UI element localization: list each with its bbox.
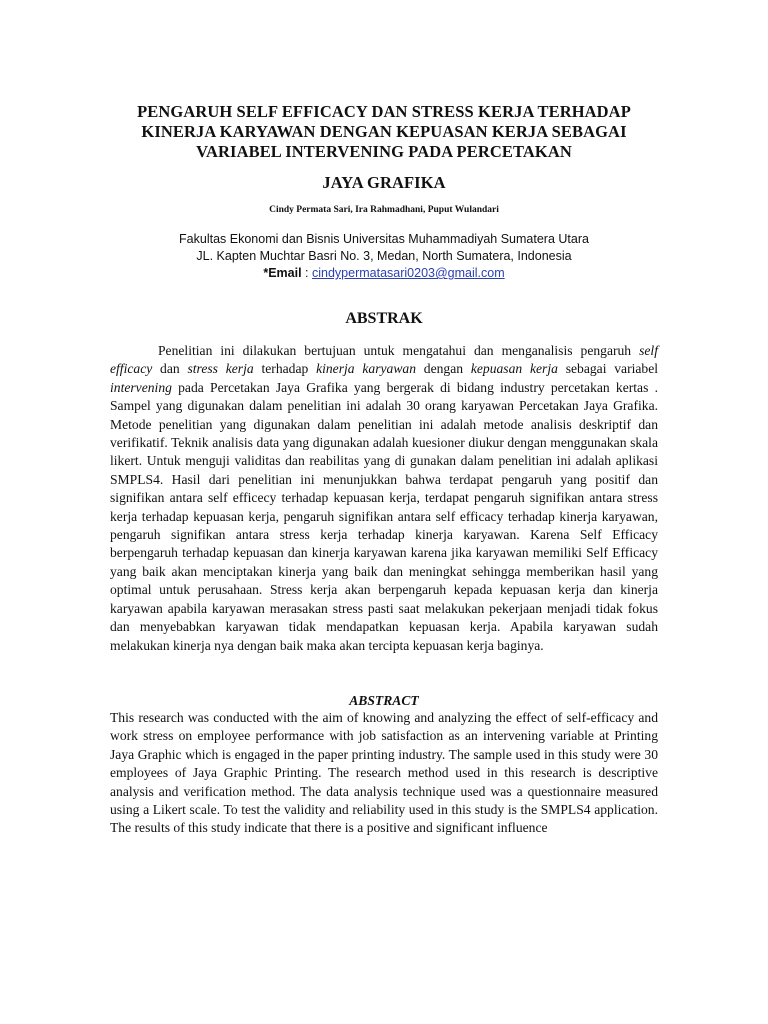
abstrak-text-a: Penelitian ini dilakukan bertujuan untuk mengatahui dan menganalisis pengaruh	[158, 343, 640, 358]
paper-title	[110, 102, 658, 193]
abstrak-term-stress-kerja: stress kerja	[187, 361, 254, 377]
abstract-paragraph: This research was conducted with the aim of knowing and analyzing the effect of self-efficacy and work stress on employee performance with job satisfaction as an intervening variable at Printing Jaya Graphic which is engaged in the paper printing industry. The sample used in this study were 30 employees of Jaya Graphic Printing. The research method used in this research is descriptive analysis and verification method. The data analysis technique used was a questionnaire measured using a Likert scale. To test the validity and reliability used in this study is the SMPLS4 application. The results of this study indicate that there is a positive and significant influence	[110, 709, 658, 836]
abstrak-text-d: dengan	[416, 361, 471, 377]
authors: Cindy Permata Sari, Ira Rahmadhani, Puput Wulandari	[269, 205, 499, 215]
abstrak-text-f: pada Percetakan Jaya Grafika yang bergerak di bidang industry percetakan kertas . Sampel yang digunakan dalam penelitian ini adalah 30 orang karyawan Percetakan Jaya Grafika. Metode penelitian yang digunakan dalam penelitian ini adalah metode analisis deskriptif dan verifikatif. Teknik analisis data yang digunakan adalah kuesioner diukur dengan menggunakan skala likert. Untuk menguji validitas dan reabilitas yang di gunakan dalam penelitian ini adalah aplikasi SMPLS4. Hasil dari penelitian ini menunjukkan bahwa terdapat pengaruh yang positif dan signifikan antara self efficecy terhadap kepuasan kerja, terdapat pengaruh signifikan antara stress kerja terhadap kepuasan kerja, pengaruh signifikan antara self efficacy terhadap kinerja karyawan, pengaruh signifikan antara stress kerja terhadap kinerja karyawan. Karena Self Efficacy berpengaruh terhadap kepuasan dan kinerja karyawan karena jika karyawan memiliki Self Efficacy yang baik akan menciptakan kinerja yang baik dan meningkat sehingga memberikan hasil yang optimal untuk perusahaan. Stress kerja akan berpengaruh kepada kepuasan kerja dan kinerja karyawan apabila karyawan merasakan stress pasti saat melakukan pekerjaan menjadi tidak fokus dan menyebabkan karyawan tidak mendapatkan kepuasan kerja. Apabila karyawan sudah melakukan kinerja nya dengan baik maka akan tercipta kepuasan kerja baginya.	[110, 379, 658, 653]
abstrak-paragraph	[110, 342, 658, 655]
title-line-3: VARIABEL INTERVENING PADA PERCETAKAN	[196, 142, 572, 161]
abstrak-heading: ABSTRAK	[345, 310, 423, 327]
email-label: *Email	[263, 266, 302, 280]
title-line-4: JAYA GRAFIKA	[322, 173, 446, 192]
email-line	[110, 265, 658, 282]
abstrak-text-b: dan	[152, 361, 188, 377]
affiliation-line-1: Fakultas Ekonomi dan Bisnis Universitas Muhammadiyah Sumatera Utara	[179, 232, 589, 246]
email-link[interactable]: cindypermatasari0203@gmail.com	[312, 266, 505, 280]
title-line-1: PENGARUH SELF EFFICACY DAN STRESS KERJA TERHADAP	[137, 102, 631, 121]
email-separator: :	[301, 266, 312, 280]
abstrak-term-intervening: intervening	[110, 379, 172, 395]
abstrak-term-kepuasan-kerja: kepuasan kerja	[470, 361, 558, 377]
abstrak-text-c: terhadap	[253, 361, 317, 377]
abstrak-term-kinerja-karyawan: kinerja karyawan	[316, 361, 416, 377]
affiliation	[110, 231, 658, 282]
title-line-2: KINERJA KARYAWAN DENGAN KEPUASAN KERJA SEBAGAI	[141, 122, 627, 141]
affiliation-line-2: JL. Kapten Muchtar Basri No. 3, Medan, North Sumatera, Indonesia	[196, 249, 572, 263]
abstrak-text-e: sebagai variabel	[557, 361, 659, 377]
abstract-heading: ABSTRACT	[349, 692, 419, 708]
abstrak-term-self-efficacy: self efficacy	[110, 343, 658, 377]
